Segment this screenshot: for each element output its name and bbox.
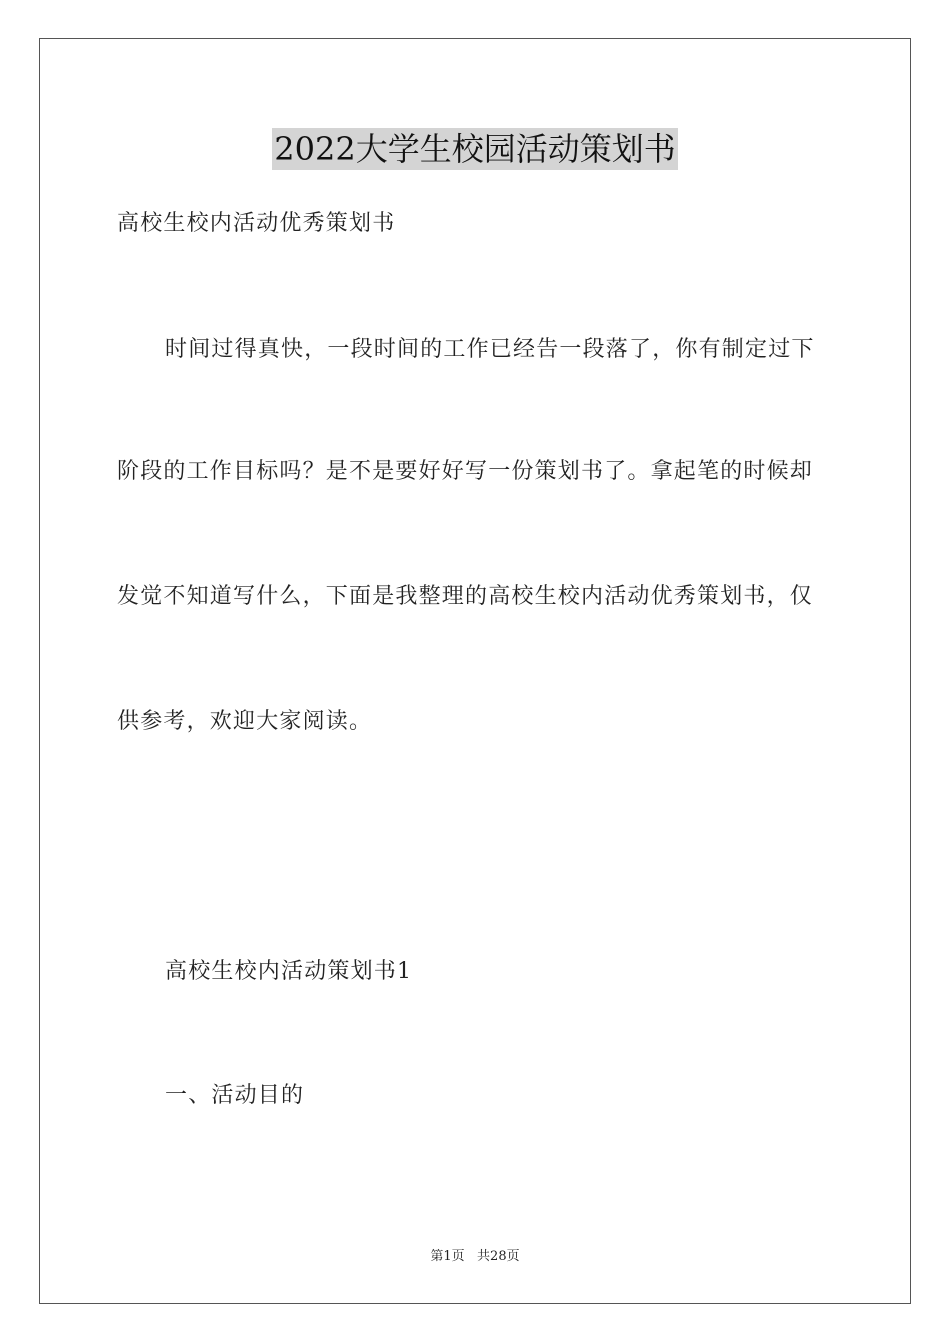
document-title: 2022大学生校园活动策划书 bbox=[274, 130, 676, 168]
document-subtitle: 高校生校内活动优秀策划书 bbox=[117, 211, 396, 236]
intro-line-4: 供参考，欢迎大家阅读。 bbox=[117, 709, 373, 734]
intro-line-1: 时间过得真快，一段时间的工作已经告一段落了，你有制定过下 bbox=[165, 337, 815, 362]
page-indicator: 第1页 共28页 bbox=[430, 1249, 520, 1264]
subsection-heading: 一、活动目的 bbox=[165, 1083, 305, 1108]
intro-line-3: 发觉不知道写什么，下面是我整理的高校生校内活动优秀策划书，仅 bbox=[117, 584, 814, 609]
title-container bbox=[0, 128, 950, 170]
section-heading: 高校生校内活动策划书1 bbox=[165, 959, 413, 984]
intro-line-2: 阶段的工作目标吗？是不是要好好写一份策划书了。拿起笔的时候却 bbox=[117, 459, 814, 484]
